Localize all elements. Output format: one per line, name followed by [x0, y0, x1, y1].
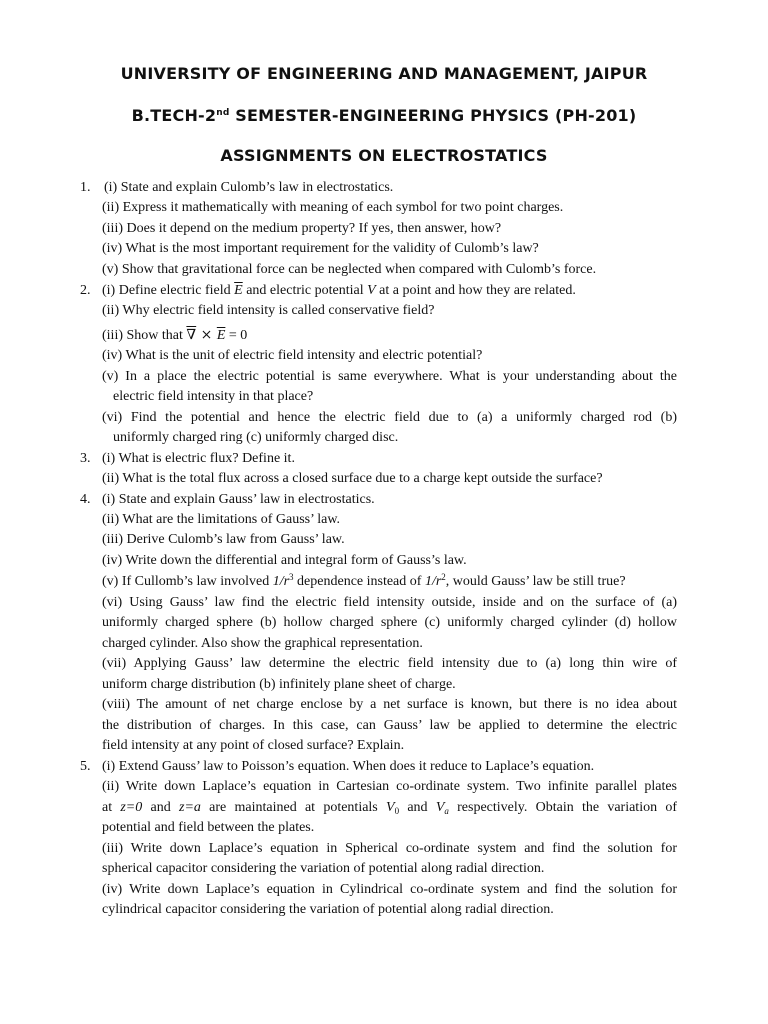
- course-title-post: SEMESTER-ENGINEERING PHYSICS (PH-201): [229, 106, 637, 125]
- q4-line-8a: (viii) The amount of net charge enclose by a net surface is known, but there is no idea about: [102, 697, 677, 712]
- q5-line-2b-a: at: [102, 800, 121, 815]
- q4-line-5: [102, 572, 626, 592]
- inverse-cube-term: 1/r: [272, 574, 290, 589]
- q4-line-2: (ii) What are the limitations of Gauss’ law.: [102, 512, 341, 527]
- potential-v0-symbol: V: [386, 800, 395, 815]
- q4-line-8c: field intensity at any point of closed surface? Explain.: [102, 738, 405, 753]
- q2-line-1-c: at a point and how they are related.: [375, 283, 576, 298]
- question-number-1: 1.: [80, 180, 91, 195]
- q2-line-2: (ii) Why electric field intensity is called conservative field?: [102, 303, 435, 318]
- q1-line-5: (v) Show that gravitational force can be neglected when compared with Culomb’s force.: [102, 262, 597, 277]
- question-number-4: 4.: [80, 492, 91, 507]
- q2-line-1-b: and electric potential: [242, 283, 368, 298]
- q2-line-1: [102, 281, 576, 301]
- q2-line-4: (iv) What is the unit of electric field intensity and electric potential?: [102, 348, 483, 363]
- q2-line-3-a: (iii) Show that: [102, 328, 187, 343]
- q2-line-1-a: (i) Define electric field: [102, 283, 235, 298]
- question-number-2: 2.: [80, 283, 91, 298]
- q4-line-5-c: , would Gauss’ law be still true?: [445, 574, 626, 589]
- q5-line-4b: cylindrical capacitor considering the variation of potential along radial direction.: [102, 902, 554, 917]
- potential-symbol: V: [367, 283, 376, 298]
- q1-line-3: (iii) Does it depend on the medium property? If yes, then answer, how?: [102, 221, 502, 236]
- nabla-symbol: ∇: [186, 327, 197, 343]
- cross-symbol: ×: [196, 327, 217, 343]
- q4-line-7b: uniform charge distribution (b) infinitely plane sheet of charge.: [102, 677, 456, 692]
- inverse-square-exponent: 2: [441, 572, 446, 582]
- q1-line-4: (iv) What is the most important requirement for the validity of Culomb’s law?: [102, 241, 539, 256]
- q2-line-6b: uniformly charged ring (c) uniformly charged disc.: [113, 430, 399, 445]
- assignment-title: ASSIGNMENTS ON ELECTROSTATICS: [220, 146, 548, 165]
- university-title: UNIVERSITY OF ENGINEERING AND MANAGEMENT, JAIPUR: [120, 64, 648, 83]
- q4-line-8b: the distribution of charges. In this case, can Gauss’ law be applied to determine the electric: [102, 718, 677, 733]
- q1-line-2: (ii) Express it mathematically with meaning of each symbol for two point charges.: [102, 200, 564, 215]
- q4-line-5-a: (v) If Cullomb’s law involved: [102, 574, 273, 589]
- q5-line-2c: potential and field between the plates.: [102, 820, 315, 835]
- q2-line-3: [102, 325, 247, 345]
- q3-line-2: (ii) What is the total flux across a closed surface due to a charge kept outside the surface?: [102, 471, 603, 486]
- plate-position-za: z=a: [179, 800, 201, 815]
- q2-line-5b: electric field intensity in that place?: [113, 389, 314, 404]
- course-title: [0, 105, 768, 127]
- electric-field-vector-symbol: $\overline{E}$: [234, 283, 243, 298]
- q4-line-5-b: dependence instead of: [293, 574, 425, 589]
- q4-line-6a: (vi) Using Gauss’ law find the electric field intensity outside, inside and on the surface of (a): [102, 595, 677, 610]
- q5-line-2b-c: respectively. Obtain the variation of: [448, 800, 677, 815]
- q5-line-2b-and2: and: [399, 800, 436, 815]
- q4-line-7a: (vii) Applying Gauss’ law determine the electric field intensity due to (a) long thin wire of: [102, 656, 677, 671]
- potential-va-symbol: V: [435, 800, 445, 815]
- potential-v0-subscript: 0: [394, 806, 400, 816]
- q5-line-4a: (iv) Write down Laplace’s equation in Cylindrical co-ordinate system and find the solution for: [102, 882, 677, 897]
- course-title-pre: B.TECH-2: [131, 106, 217, 125]
- q5-line-2a: (ii) Write down Laplace’s equation in Cartesian co-ordinate system. Two infinite parallel plates: [102, 779, 677, 794]
- q2-line-5a: (v) In a place the electric potential is same everywhere. What is your understanding about the: [102, 369, 677, 384]
- q5-line-1: (i) Extend Gauss’ law to Poisson’s equation. When does it reduce to Laplace’s equation.: [102, 759, 595, 774]
- course-title-sup: nd: [216, 108, 230, 118]
- question-number-3: 3.: [80, 451, 91, 466]
- q2-line-6a: (vi) Find the potential and hence the electric field due to (a) a uniformly charged rod (b): [102, 410, 677, 425]
- q4-line-1: (i) State and explain Gauss’ law in electrostatics.: [102, 492, 375, 507]
- q5-line-3b: spherical capacitor considering the variation of potential along radial direction.: [102, 861, 545, 876]
- q5-line-2b-b: are maintained at potentials: [200, 800, 387, 815]
- q5-line-2b: [102, 798, 677, 818]
- q4-line-4: (iv) Write down the differential and integral form of Gauss’s law.: [102, 553, 467, 568]
- potential-va-subscript: a: [444, 806, 449, 816]
- q2-line-3-eq: = 0: [225, 328, 248, 343]
- q4-line-6c: charged cylinder. Also show the graphical representation.: [102, 636, 423, 651]
- q5-line-2b-and1: and: [142, 800, 179, 815]
- question-number-5: 5.: [80, 759, 91, 774]
- q4-line-6b: uniformly charged sphere (b) hollow charged sphere (c) uniformly charged cylinder (d) hollow: [102, 615, 677, 630]
- q1-line-1: (i) State and explain Culomb’s law in electrostatics.: [104, 180, 394, 195]
- q5-line-3a: (iii) Write down Laplace’s equation in Spherical co-ordinate system and find the solution for: [102, 841, 677, 856]
- q4-line-3: (iii) Derive Culomb’s law from Gauss’ law.: [102, 532, 345, 547]
- plate-position-z0: z=0: [120, 800, 143, 815]
- inverse-cube-exponent: 3: [289, 572, 294, 582]
- q3-line-1: (i) What is electric flux? Define it.: [102, 451, 295, 466]
- inverse-square-term: 1/r: [424, 574, 442, 589]
- curl-e-vector-symbol: $\overline{E}$: [216, 328, 226, 343]
